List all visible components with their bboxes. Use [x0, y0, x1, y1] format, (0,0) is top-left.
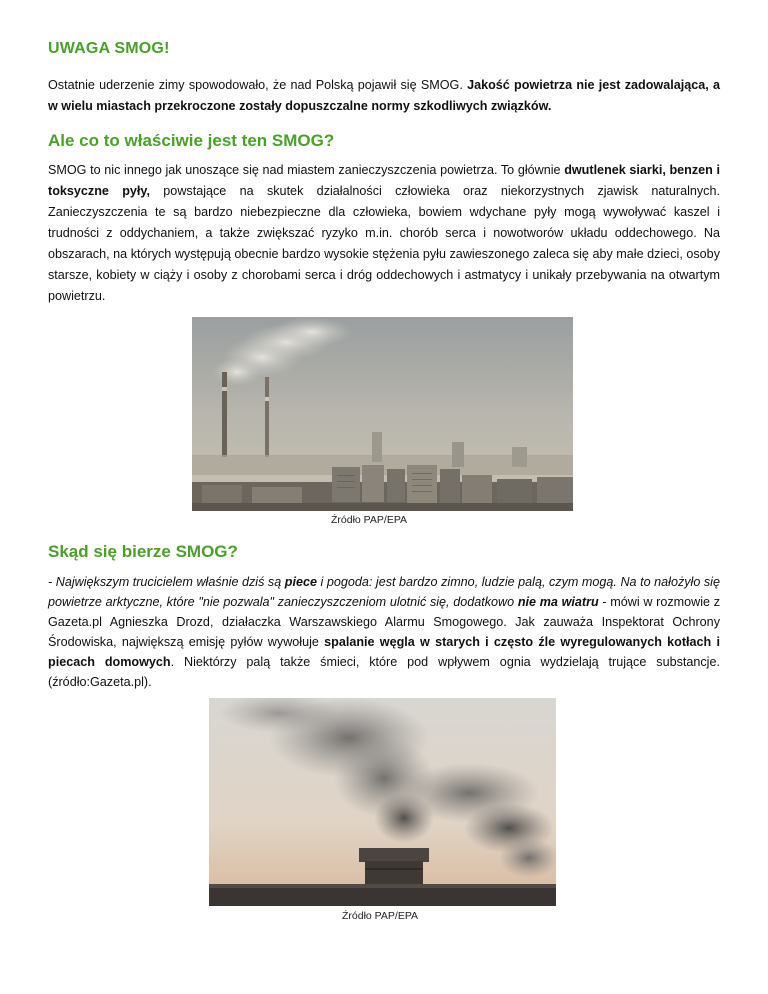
- where-quote-bold-piece: piece: [284, 575, 317, 589]
- section-heading-where-from: Skąd się bierze SMOG?: [48, 542, 238, 561]
- what-text-2: powstające na skutek działalności człowieka oraz niekorzystnych zjawisk naturalnych. Zanieczyszczenia te są bardzo niebezpieczne dla człowieka, bowiem wdychane pyły mogą wywoływać kaszel i trudności z oddychaniem, a także zwiększać ryzyko m.in. chorób serca i nowotworów układu oddechowego. Na obszarach, na których występują obecnie bardzo wysokie stężenia pyłu zawieszonego zaleca się aby małe dzieci, osoby starsze, kobiety w ciąży i osoby z chorobami serca i dróg oddechowych i astmatycy i unikały przebywania na otwartym powietrzu.: [48, 184, 720, 303]
- what-text-1: SMOG to nic innego jak unoszące się nad miastem zanieczyszczenia powietrza. To głównie: [48, 163, 565, 177]
- where-quote-2: i pogoda: jest bardzo zimno, ludzie palą, czym mogą. Na to nałożyło się powietrze arktyczne, które "nie pozwala" zanieczyszczeniom ulotnić się, dodatkowo: [48, 575, 720, 609]
- chimney-smoke-photo: [209, 698, 556, 906]
- where-text-1: - mówi w rozmowie z Gazeta.pl Agnieszka Drozd, działaczka Warszawskiego Alarmu Smogowego. Jak zauważa Inspektorat Ochrony Środowiska, największą emisję pyłów wywołuje: [48, 595, 720, 649]
- what-bold-pollutants: dwutlenek siarki, benzen i toksyczne pyły,: [48, 163, 720, 198]
- where-bold-coal: spalanie węgla w starych i często źle wyregulowanych kotłach i piecach domowych: [48, 635, 721, 669]
- chimney-smoke-illustration: [209, 698, 556, 906]
- city-smog-illustration: [192, 317, 573, 511]
- where-quote-1: - Największym trucicielem właśnie dziś są: [48, 575, 285, 589]
- intro-text: Ostatnie uderzenie zimy spowodowało, że nad Polską pojawił się SMOG.: [48, 78, 468, 92]
- what-is-smog-paragraph: [48, 160, 720, 307]
- photo-caption-1: Źródło PAP/EPA: [331, 514, 408, 526]
- where-quote-bold-wind: nie ma wiatru: [517, 595, 599, 609]
- where-from-paragraph: [48, 572, 720, 692]
- where-text-2: . Niektórzy palą także śmieci, które pod wpływem ognia wydzielają trujące substancje.(źródło:Gazeta.pl).: [48, 655, 720, 689]
- page-title: UWAGA SMOG!: [48, 40, 170, 57]
- photo-caption-2: Źródło PAP/EPA: [342, 910, 419, 922]
- section-heading-what-is-smog: Ale co to właściwie jest ten SMOG?: [48, 131, 335, 150]
- city-smog-photo: [192, 317, 573, 511]
- intro-paragraph: [48, 75, 720, 117]
- intro-bold-text: Jakość powietrza nie jest zadowalająca, a w wielu miastach przekroczone zostały dopuszczalne normy szkodliwych związków.: [48, 78, 720, 113]
